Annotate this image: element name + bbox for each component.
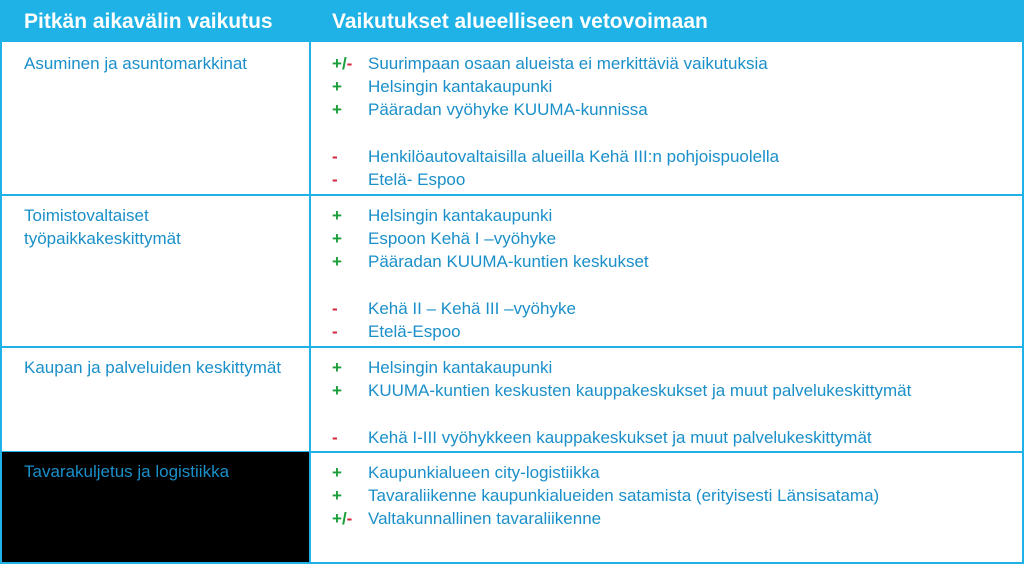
effect-item bbox=[332, 145, 1012, 168]
effect-text: KUUMA-kuntien keskusten kauppakeskukset ja muut palvelukeskittymät bbox=[368, 381, 912, 400]
effect-item bbox=[332, 204, 1012, 227]
effect-text: Kaupunkialueen city-logistiikka bbox=[368, 463, 600, 482]
effect-text: Valtakunnallinen tavaraliikenne bbox=[368, 509, 602, 528]
effect-sign: + bbox=[332, 77, 342, 96]
effect-text: Suurimpaan osaan alueista ei merkittäviä vaikutuksia bbox=[368, 54, 768, 73]
effect-sign: + bbox=[332, 358, 342, 377]
column-divider bbox=[309, 2, 311, 562]
row-label: Tavarakuljetus ja logistiikka bbox=[24, 462, 230, 481]
effect-item bbox=[332, 227, 1012, 250]
effect-sign: + bbox=[332, 229, 342, 248]
effects-list bbox=[332, 461, 1012, 530]
effect-sign: + bbox=[332, 252, 342, 271]
effect-item bbox=[332, 297, 1012, 320]
effect-item bbox=[332, 356, 1012, 379]
row-divider bbox=[2, 346, 1022, 348]
effect-sign: - bbox=[332, 170, 338, 189]
effect-item bbox=[332, 75, 1012, 98]
effect-item bbox=[332, 484, 1012, 507]
effect-text: Pääradan vyöhyke KUUMA-kunnissa bbox=[368, 100, 648, 119]
effect-sign: + bbox=[332, 206, 342, 225]
effects-list bbox=[332, 204, 1012, 343]
effect-text: Pääradan KUUMA-kuntien keskukset bbox=[368, 252, 649, 271]
effect-text: Helsingin kantakaupunki bbox=[368, 206, 553, 225]
effect-item bbox=[332, 168, 1012, 191]
effect-text: Helsingin kantakaupunki bbox=[368, 77, 553, 96]
effect-item bbox=[332, 52, 1012, 75]
effect-text: Kehä I-III vyöhykkeen kauppakeskukset ja muut palvelukeskittymät bbox=[368, 428, 872, 447]
effect-sign: + bbox=[332, 463, 342, 482]
effect-sign: - bbox=[332, 428, 338, 447]
effect-item bbox=[332, 379, 1012, 402]
effect-sign: - bbox=[332, 299, 338, 318]
logistics-label-cell bbox=[2, 452, 309, 562]
row-divider bbox=[2, 194, 1022, 196]
header-col-long-term-impact: Pitkän aikavälin vaikutus bbox=[24, 10, 273, 33]
effect-item bbox=[332, 426, 1012, 449]
effect-text: Henkilöautovaltaisilla alueilla Kehä III:n pohjoispuolella bbox=[368, 147, 780, 166]
effect-sign: +/- bbox=[332, 54, 353, 73]
effect-item bbox=[332, 250, 1012, 273]
effect-text: Etelä- Espoo bbox=[368, 170, 466, 189]
effect-sign: - bbox=[332, 322, 338, 341]
effect-sign: +/- bbox=[332, 509, 353, 528]
effect-item bbox=[332, 320, 1012, 343]
row-label: Toimistovaltaiset työpaikkakeskittymät bbox=[24, 206, 181, 248]
effect-item bbox=[332, 507, 1012, 530]
effect-text: Espoon Kehä I –vyöhyke bbox=[368, 229, 557, 248]
row-label: Asuminen ja asuntomarkkinat bbox=[24, 54, 248, 73]
effect-text: Etelä-Espoo bbox=[368, 322, 461, 341]
effects-list bbox=[332, 52, 1012, 191]
effect-sign: - bbox=[332, 147, 338, 166]
effects-list bbox=[332, 356, 1012, 449]
effect-text: Tavaraliikenne kaupunkialueiden satamista (erityisesti Länsisatama) bbox=[368, 486, 880, 505]
effect-text: Kehä II – Kehä III –vyöhyke bbox=[368, 299, 576, 318]
effect-item bbox=[332, 98, 1012, 121]
row-label: Kaupan ja palveluiden keskittymät bbox=[24, 358, 282, 377]
effect-item bbox=[332, 461, 1012, 484]
effect-text: Helsingin kantakaupunki bbox=[368, 358, 553, 377]
table-header bbox=[2, 2, 1022, 42]
effect-sign: + bbox=[332, 100, 342, 119]
header-col-regional-attractiveness: Vaikutukset alueelliseen vetovoimaan bbox=[332, 10, 708, 33]
effect-sign: + bbox=[332, 486, 342, 505]
effect-sign: + bbox=[332, 381, 342, 400]
